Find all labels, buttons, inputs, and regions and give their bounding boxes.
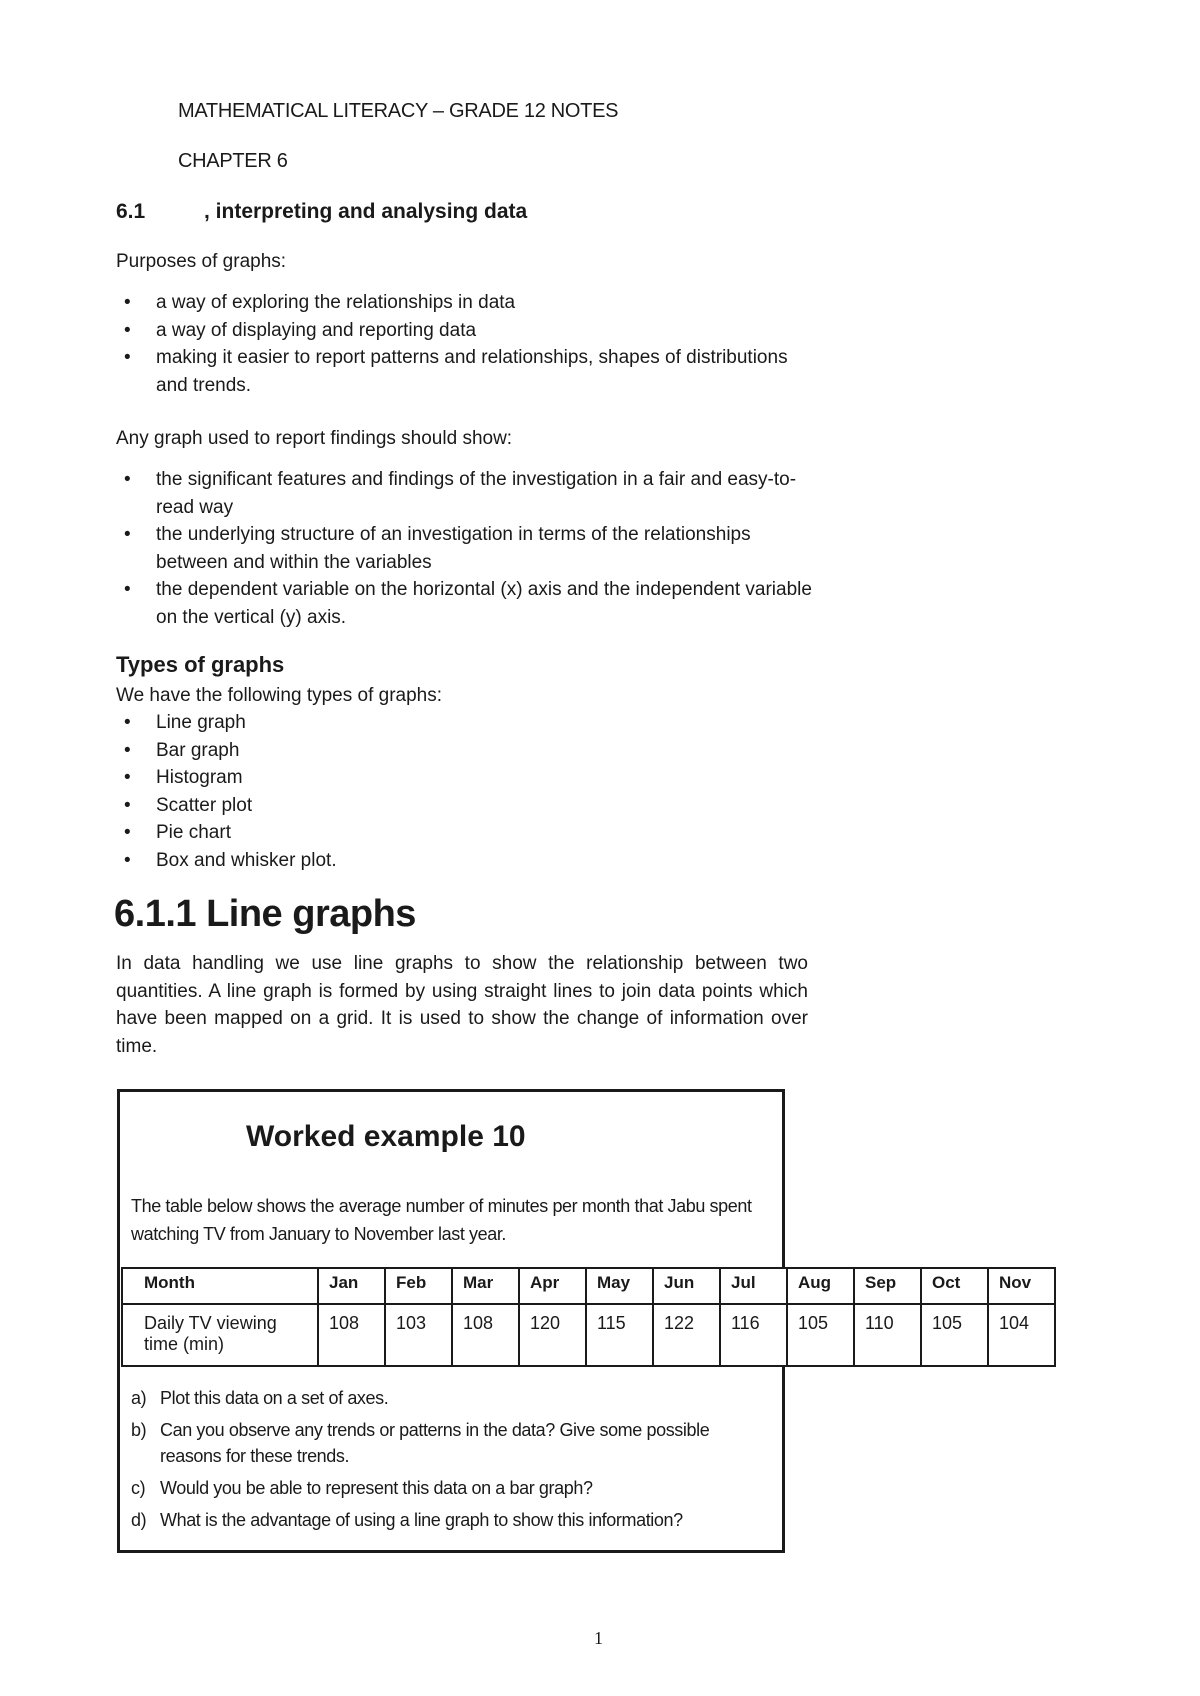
section-number: 6.1 (116, 200, 146, 223)
table-header-cell: Jun (653, 1268, 720, 1304)
table-cell: 116 (720, 1304, 787, 1366)
purposes-item: • making it easier to report patterns and relationships, shapes of distributions and trends. (116, 344, 816, 399)
question-item (131, 1507, 771, 1533)
table-header-cell: Jan (318, 1268, 385, 1304)
table-cell: 108 (452, 1304, 519, 1366)
types-item: • Scatter plot (116, 792, 816, 820)
question-text: What is the advantage of using a line graph to show this information? (160, 1510, 683, 1530)
worked-example-title: Worked example 10 (246, 1120, 526, 1153)
findings-list (116, 466, 816, 631)
types-heading: Types of graphs (116, 652, 285, 677)
table-header-cell: Aug (787, 1268, 854, 1304)
table-cell: 122 (653, 1304, 720, 1366)
table-row (122, 1304, 1055, 1366)
types-intro: We have the following types of graphs: (116, 685, 443, 706)
table-cell: 110 (854, 1304, 921, 1366)
table-header-row (122, 1268, 1055, 1304)
table-cell: 108 (318, 1304, 385, 1366)
findings-item: • the significant features and findings of the investigation in a fair and easy-to-read way (116, 466, 816, 521)
page-number: 1 (594, 1628, 603, 1648)
findings-item: • the dependent variable on the horizontal (x) axis and the independent variable on the vertical (y) axis. (116, 576, 816, 631)
findings-intro: Any graph used to report findings should show: (116, 428, 513, 449)
question-letter: b) (131, 1420, 147, 1440)
purposes-list (116, 289, 816, 399)
table-cell: 103 (385, 1304, 452, 1366)
purposes-intro: Purposes of graphs: (116, 251, 287, 272)
line-graphs-heading: 6.1.1 Line graphs (114, 893, 416, 935)
question-item (131, 1475, 771, 1501)
types-list (116, 709, 816, 874)
question-letter: a) (131, 1388, 147, 1408)
table-header-cell: Sep (854, 1268, 921, 1304)
worked-example-intro: The table below shows the average number of minutes per month that Jabu spent watching TV from January to November last year. (131, 1196, 752, 1244)
purposes-item: • a way of displaying and reporting data (116, 317, 816, 345)
table-header-cell: Jul (720, 1268, 787, 1304)
worked-example-questions (131, 1385, 771, 1539)
types-item: • Bar graph (116, 737, 816, 765)
tv-viewing-table (121, 1267, 1056, 1367)
table-cell: 105 (787, 1304, 854, 1366)
types-item: • Histogram (116, 764, 816, 792)
findings-item: • the underlying structure of an investigation in terms of the relationships between and within the variables (116, 521, 816, 576)
line-graphs-paragraph: In data handling we use line graphs to show the relationship between two quantities. A line graph is formed by using straight lines to join data points which have been mapped on a grid. It is used to show the change of information over time. (116, 953, 808, 1057)
table-row-label: Daily TV viewing time (min) (122, 1304, 318, 1366)
question-item (131, 1417, 771, 1469)
table-cell: 115 (586, 1304, 653, 1366)
table-cell: 120 (519, 1304, 586, 1366)
table-cell: 104 (988, 1304, 1055, 1366)
types-item: • Pie chart (116, 819, 816, 847)
purposes-item: • a way of exploring the relationships in data (116, 289, 816, 317)
table-cell: 105 (921, 1304, 988, 1366)
question-item (131, 1385, 771, 1411)
table-header-cell: Oct (921, 1268, 988, 1304)
question-text: Would you be able to represent this data on a bar graph? (160, 1478, 593, 1498)
chapter-label: CHAPTER 6 (178, 150, 288, 172)
table-header-cell: Feb (385, 1268, 452, 1304)
section-heading (116, 200, 527, 224)
document-header-title: MATHEMATICAL LITERACY – GRADE 12 NOTES (178, 100, 619, 122)
table-header-cell: Apr (519, 1268, 586, 1304)
question-letter: c) (131, 1478, 146, 1498)
table-header-cell: Nov (988, 1268, 1055, 1304)
question-letter: d) (131, 1510, 147, 1530)
question-text: Plot this data on a set of axes. (160, 1388, 389, 1408)
table-header-cell: Mar (452, 1268, 519, 1304)
section-title: , interpreting and analysing data (204, 200, 528, 223)
types-item: • Line graph (116, 709, 816, 737)
types-item: • Box and whisker plot. (116, 847, 816, 875)
question-text: Can you observe any trends or patterns in the data? Give some possible reasons for these trends. (160, 1420, 710, 1466)
table-header-cell: May (586, 1268, 653, 1304)
table-header-cell: Month (122, 1268, 318, 1304)
